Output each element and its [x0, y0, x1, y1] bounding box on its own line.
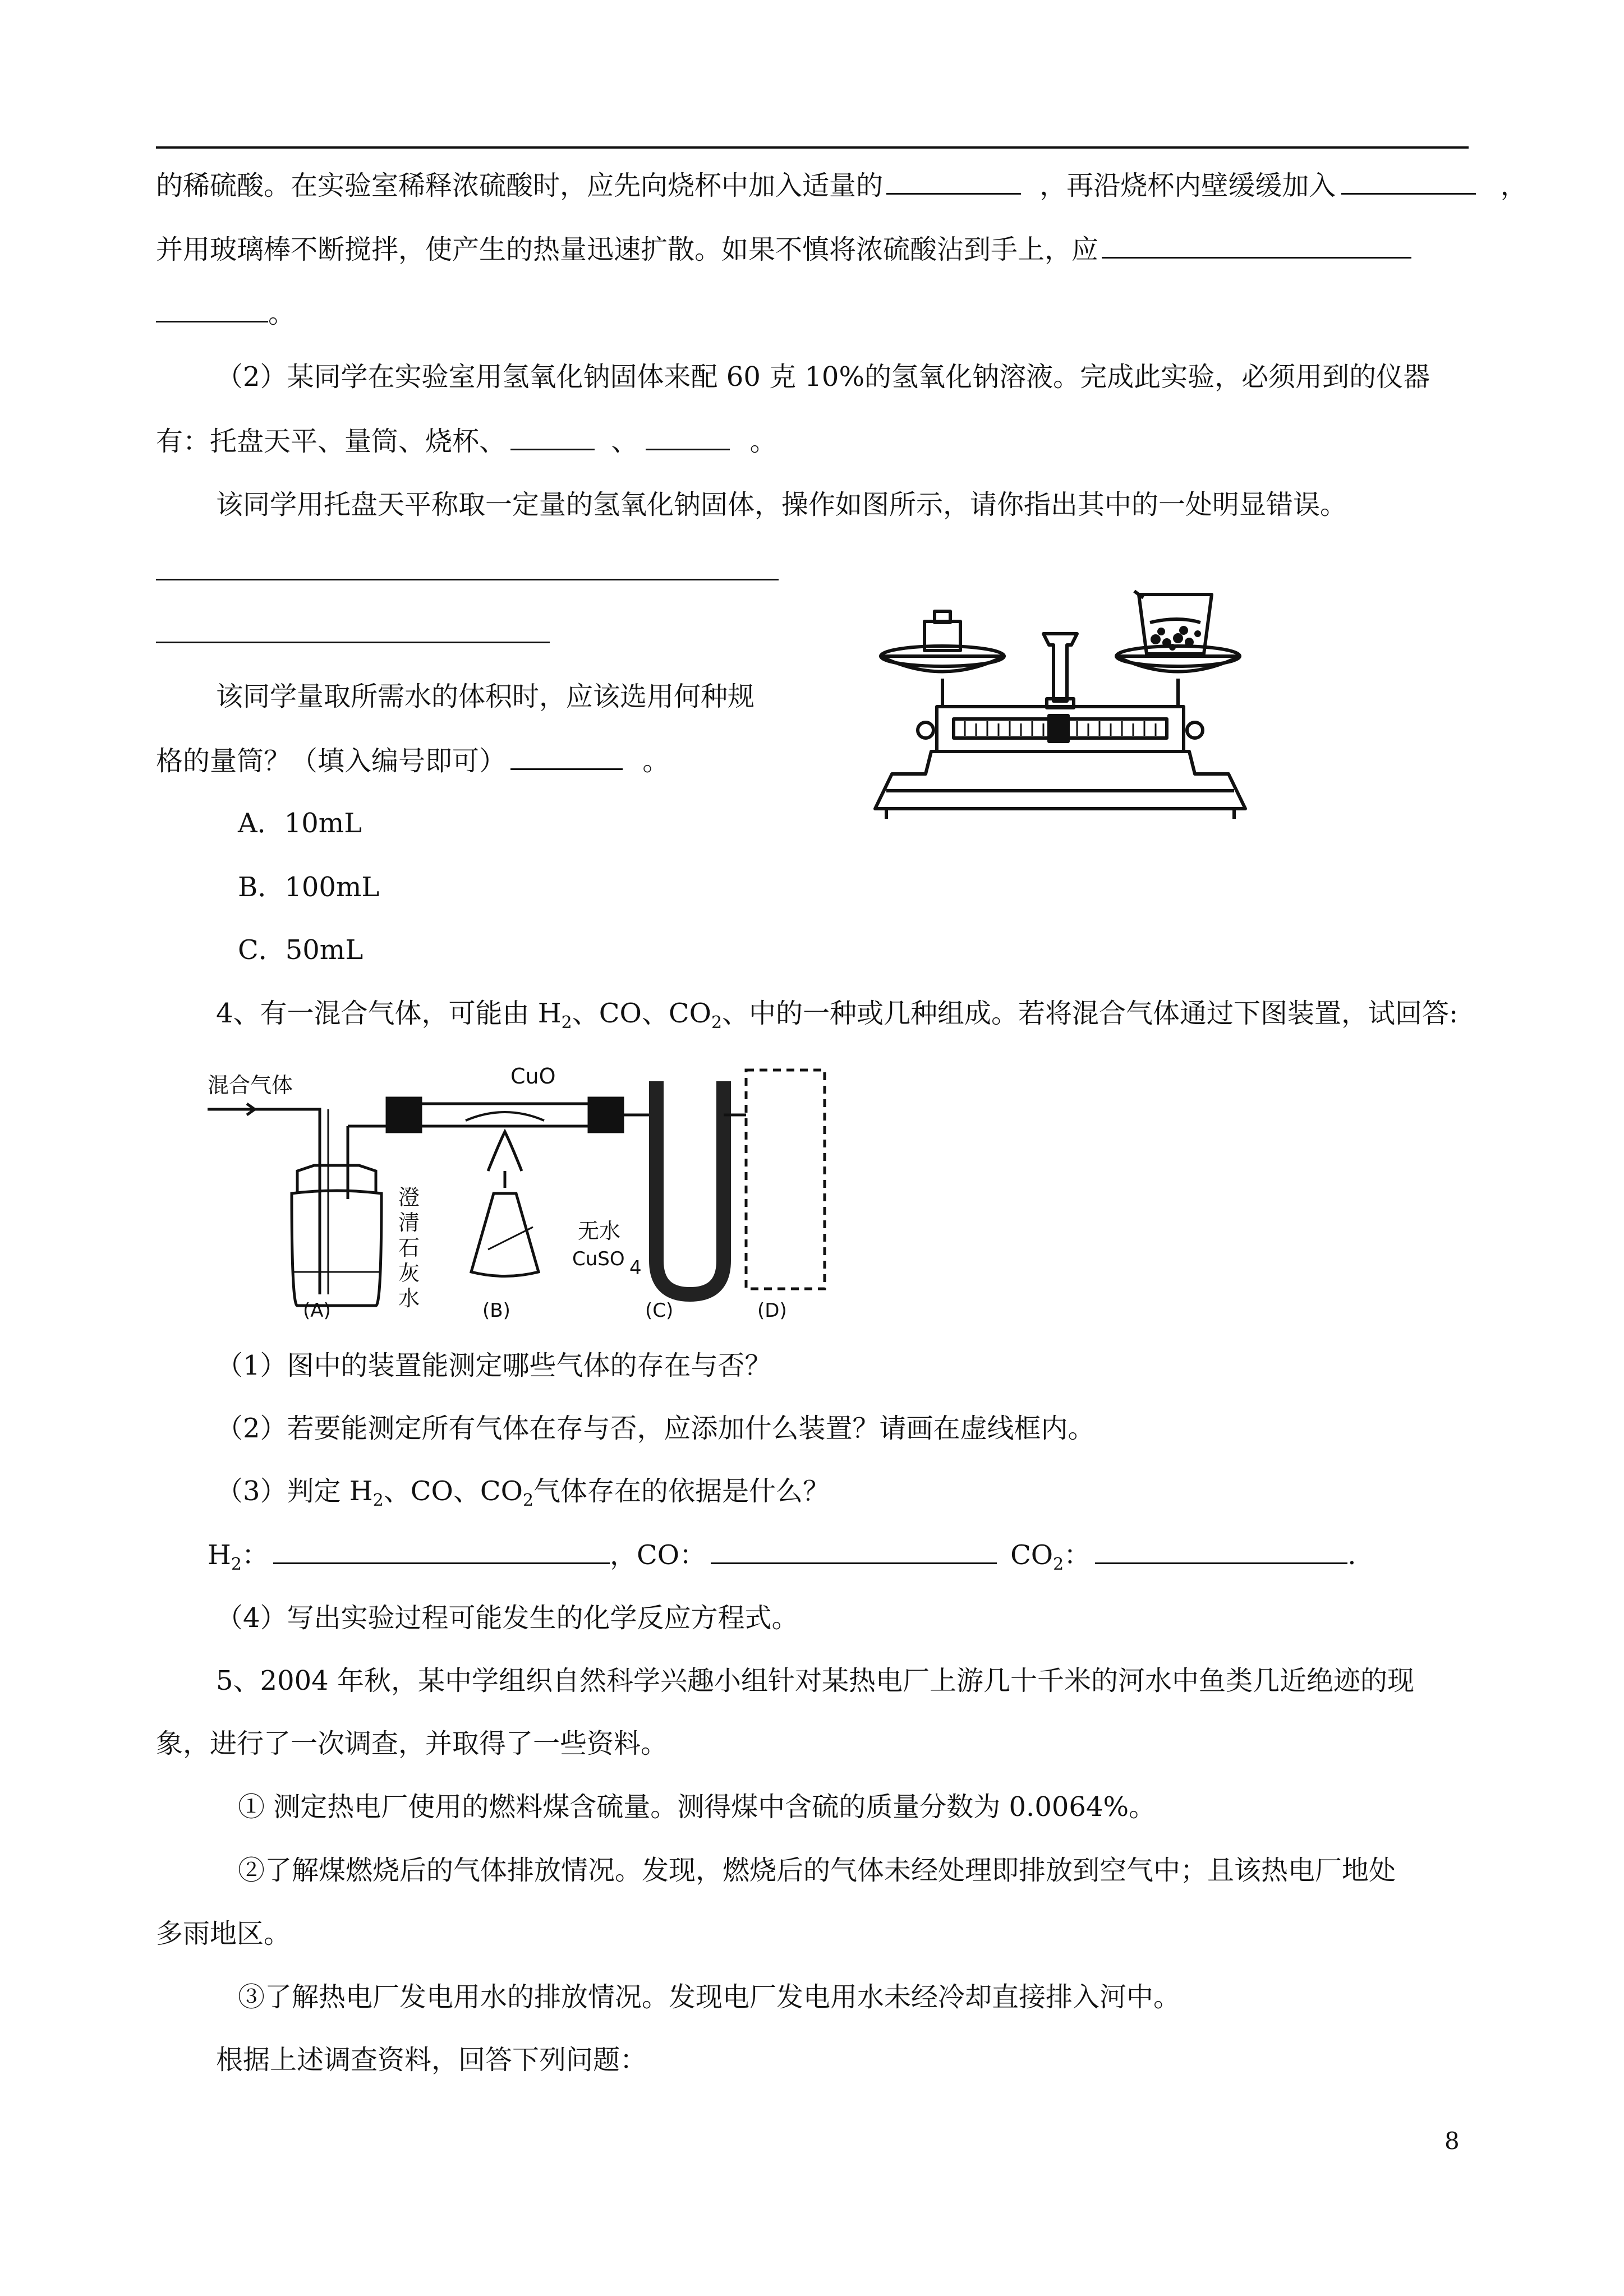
q3-p2-line5-text-b: 。 [642, 745, 670, 777]
q3-line2 [156, 232, 1411, 266]
q5-item2 [238, 1854, 1396, 1887]
q4-intro-text-a: 4、有一混合气体，可能由 H [216, 998, 562, 1029]
q3-p2-line3 [216, 488, 1347, 522]
q3-p2-line2-text-b: 、 [611, 426, 638, 457]
header-rule [156, 146, 1469, 149]
option-c [238, 933, 363, 967]
q4-p4 [216, 1601, 799, 1635]
q4-p1-text: （1）图中的装置能测定哪些气体的存在与否？ [216, 1350, 772, 1381]
blank-cylinder[interactable] [510, 744, 623, 770]
q3-p2-line1-text: （2）某同学在实验室用氢氧化钠固体来配 60 克 10%的氢氧化钠溶液。完成此实验，必须用到的仪器 [216, 361, 1430, 393]
label-cuso: CuSO [572, 1248, 625, 1270]
answer-line-1[interactable] [156, 579, 779, 580]
q4-answer-row [208, 1538, 1356, 1582]
q3-p2-line4-text: 该同学量取所需水的体积时，应该选用何种规 [216, 681, 755, 712]
option-b-text: B．100mL [238, 872, 380, 903]
label-limewater-2: 清 [398, 1210, 420, 1235]
q3-p2-line2 [156, 424, 777, 458]
blank-handling-cont[interactable] [156, 296, 268, 322]
q3-p2-line2-text-c: 。 [749, 426, 777, 457]
q3-p2-line3-text: 该同学用托盘天平称取一定量的氢氧化钠固体，操作如图所示，请你指出其中的一处明显错误。 [216, 489, 1347, 520]
blank-acid[interactable] [1341, 168, 1476, 195]
blank-handling[interactable] [1102, 232, 1411, 259]
option-a-text: A．10mL [238, 808, 362, 839]
co2-colon: ： [1064, 1539, 1091, 1571]
q3-line1-text-a: 的稀硫酸。在实验室稀释浓硫酸时，应先向烧杯中加入适量的 [156, 170, 884, 201]
option-b [238, 870, 379, 904]
q5-line1-text: 5、2004 年秋，某中学组织自然科学兴趣小组针对某热电厂上游几十千米的河水中鱼类几近绝迹的现 [216, 1665, 1414, 1696]
co2-label-sub: 2 [1053, 1555, 1064, 1574]
q4-p2-text: （2）若要能测定所有气体在存与否，应添加什么装置？请画在虚线框内。 [216, 1413, 1095, 1444]
label-limewater-4: 灰 [398, 1261, 420, 1285]
q4-intro-text-b: 、CO、CO [572, 998, 711, 1029]
h2-label-sub: 2 [231, 1555, 242, 1574]
q3-line1-text-c: ， [1500, 170, 1528, 201]
q5-item3-text: ③了解热电厂发电用水的排放情况。发现电厂发电用水未经冷却直接排入河中。 [238, 1981, 1181, 2013]
q4-intro [216, 997, 1458, 1040]
q5-item2-cont [156, 1917, 291, 1951]
q5-item1 [238, 1790, 1156, 1824]
h2-colon: ： [241, 1539, 269, 1571]
label-b: (B) [482, 1299, 510, 1322]
co-label: ，CO： [609, 1539, 707, 1571]
q3-p2-line4 [216, 680, 755, 713]
q4-p3-sub-1: 2 [372, 1491, 384, 1510]
balance-figure [864, 589, 1257, 824]
q3-line3-end: 。 [268, 298, 296, 329]
answer-line-2[interactable] [156, 642, 550, 643]
label-mixed-gas: 混合气体 [208, 1073, 293, 1098]
q3-line2-text: 并用玻璃棒不断搅拌，使产生的热量迅速扩散。如果不慎将浓硫酸沾到手上，应 [156, 234, 1099, 265]
label-d: (D) [757, 1299, 787, 1322]
label-cuo: CuO [510, 1064, 556, 1089]
q3-p2-line2-text-a: 有：托盘天平、量筒、烧杯、 [156, 426, 507, 457]
label-limewater-1: 澄 [398, 1185, 420, 1210]
q5-item2-text: ②了解煤燃烧后的气体排放情况。发现，燃烧后的气体未经处理即排放到空气中；且该热电厂地处 [238, 1855, 1396, 1886]
q4-p2 [216, 1412, 1095, 1445]
q4-p4-text: （4）写出实验过程可能发生的化学反应方程式。 [216, 1602, 799, 1634]
answer-row-end: . [1347, 1539, 1356, 1571]
label-c: (C) [645, 1299, 674, 1322]
q4-p3-text-b: 、CO、CO [383, 1476, 523, 1507]
q4-intro-text-c: 、中的一种或几种组成。若将混合气体通过下图装置，试回答: [722, 998, 1459, 1029]
q5-closing-text: 根据上述调查资料，回答下列问题： [216, 2044, 647, 2076]
blank-instrument-2[interactable] [646, 424, 730, 450]
option-a [238, 806, 362, 840]
blank-co2-basis[interactable] [1095, 1538, 1347, 1564]
q5-line2 [156, 1727, 668, 1760]
label-a: (A) [303, 1299, 331, 1322]
blank-water[interactable] [886, 168, 1021, 195]
label-anhydrous: 无水 [578, 1219, 621, 1243]
label-cuso-sub: 4 [629, 1257, 642, 1279]
apparatus-figure [208, 1059, 841, 1328]
q4-p3-text-c: 气体存在的依据是什么？ [533, 1476, 830, 1507]
q4-p3 [216, 1474, 830, 1518]
option-c-text: C．50mL [238, 934, 364, 966]
q3-line3 [156, 296, 295, 330]
q3-line1-text-b: ，再沿烧杯内壁缓缓加入 [1039, 170, 1336, 201]
q5-item1-text: ① 测定热电厂使用的燃料煤含硫量。测得煤中含硫的质量分数为 0.0064%。 [238, 1791, 1156, 1823]
page-number: 8 [1444, 2127, 1460, 2155]
q3-line1 [156, 168, 1528, 202]
co2-label: CO [1010, 1539, 1053, 1571]
blank-instrument-1[interactable] [510, 424, 595, 450]
q5-item2-cont-text: 多雨地区。 [156, 1918, 291, 1949]
h2-label: H [208, 1539, 231, 1571]
q5-item3 [238, 1980, 1180, 2014]
q3-p2-line5-text-a: 格的量筒？（填入编号即可） [156, 745, 507, 777]
q3-p2-line5 [156, 744, 669, 778]
q4-p1 [216, 1349, 772, 1382]
q4-p3-text-a: （3）判定 H [216, 1476, 373, 1507]
label-limewater-3: 石 [398, 1235, 420, 1260]
q5-line2-text: 象，进行了一次调查，并取得了一些资料。 [156, 1728, 668, 1759]
blank-h2-basis[interactable] [273, 1538, 610, 1564]
q5-line1 [216, 1664, 1414, 1698]
label-limewater-5: 水 [398, 1286, 420, 1311]
q4-p3-sub-2: 2 [522, 1491, 534, 1510]
q4-intro-sub-1: 2 [561, 1013, 572, 1032]
blank-co-basis[interactable] [711, 1538, 997, 1564]
q3-p2-line1 [216, 360, 1430, 394]
q4-intro-sub-2: 2 [711, 1013, 723, 1032]
q5-closing [216, 2043, 647, 2077]
